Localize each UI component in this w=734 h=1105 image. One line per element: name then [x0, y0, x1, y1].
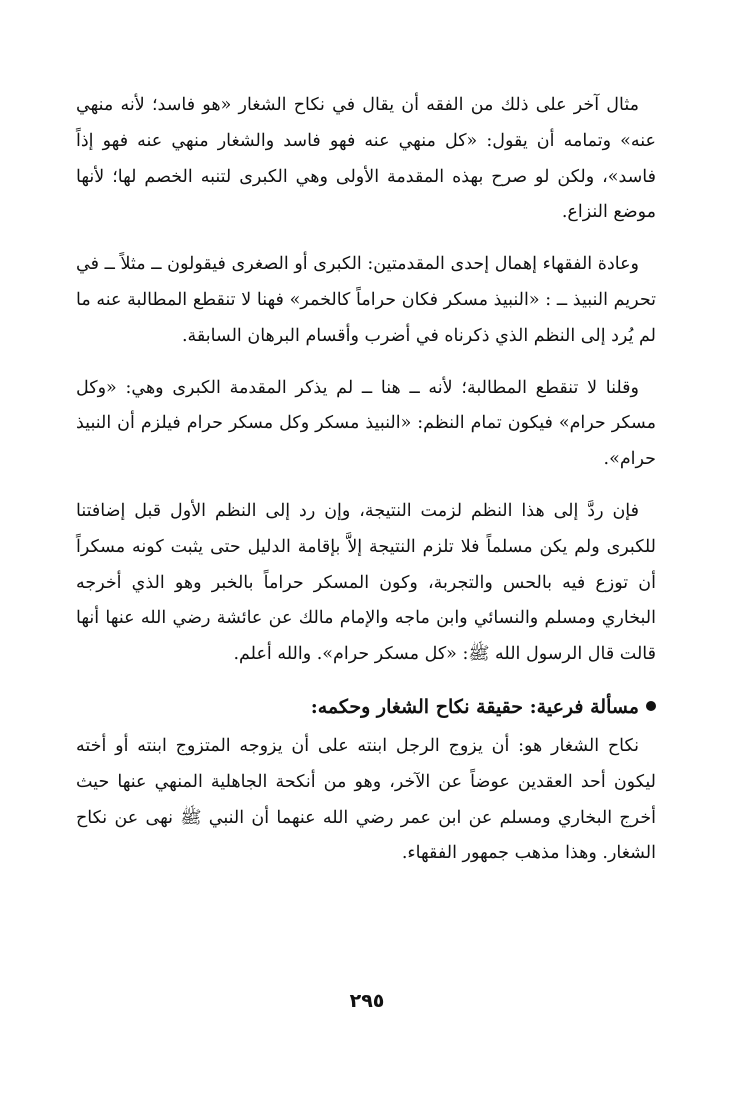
section-heading-text: مسألة فرعية: حقيقة نكاح الشغار وحكمه: — [310, 695, 639, 718]
paragraph-omitted-premise: وعادة الفقهاء إهمال إحدى المقدمتين: الكبرى أو الصغرى فيقولون ــ مثلاً ــ في تحريم النبيذ ــ : «النبيذ مسكر فكان حراماً كالخمر» فهنا لا تنقطع المطالبة عنه ما لم يُرد إلى النظم الذي ذكرناه في أضرب وأقسام البرهان السابقة. — [76, 254, 656, 346]
section-heading — [76, 689, 656, 725]
paragraph-shighar-definition: نكاح الشغار هو: أن يزوج الرجل ابنته على أن يزوجه المتزوج ابنته أو أخته ليكون أحد العقدين عوضاً عن الآخر، وهو من أنكحة الجاهلية المنهي عنها حيث أخرج البخاري ومسلم عن ابن عمر رضي الله عنهما أن النبي ﷺ نهى عن نكاح الشغار. وهذا مذهب جمهور الفقهاء. — [76, 735, 656, 864]
page-body — [76, 88, 656, 888]
bullet-icon — [646, 701, 656, 711]
paragraph-demand-not-ended: وقلنا لا تنقطع المطالبة؛ لأنه ــ هنا ــ لم يذكر المقدمة الكبرى وهي: «وكل مسكر حرام» فيكون تمام النظم: «النبيذ مسكر وكل مسكر حرام فيلزم أن النبيذ حرام». — [76, 377, 656, 470]
paragraph-conclusion: فإن ردَّ إلى هذا النظم لزمت النتيجة، وإن رد إلى النظم الأول قبل إضافتنا للكبرى ولم يكن مسلماً فلا تلزم النتيجة إلاَّ بإقامة الدليل حتى يثبت كونه مسكراً أن توزع فيه بالحس والتجربة، وكون المسكر حراماً بالخبر وهو الذي أخرجه البخاري ومسلم والنسائي وابن ماجه والإمام مالك عن عائشة رضي الله عنها أنها قالت قال الرسول الله ﷺ: «كل مسكر حرام». والله أعلم. — [76, 500, 656, 665]
paragraph-shighar-example: مثال آخر على ذلك من الفقه أن يقال في نكاح الشغار «هو فاسد؛ لأنه منهي عنه» وتمامه أن يقول: «كل منهي عنه فهو فاسد والشغار منهي عنه فهو إذاً فاسد»، ولكن لو صرح بهذه المقدمة الأولى وهي الكبرى لتنبه الخصم لها؛ لأنها موضع النزاع. — [76, 95, 656, 223]
page-number: ٢٩٥ — [349, 990, 385, 1012]
